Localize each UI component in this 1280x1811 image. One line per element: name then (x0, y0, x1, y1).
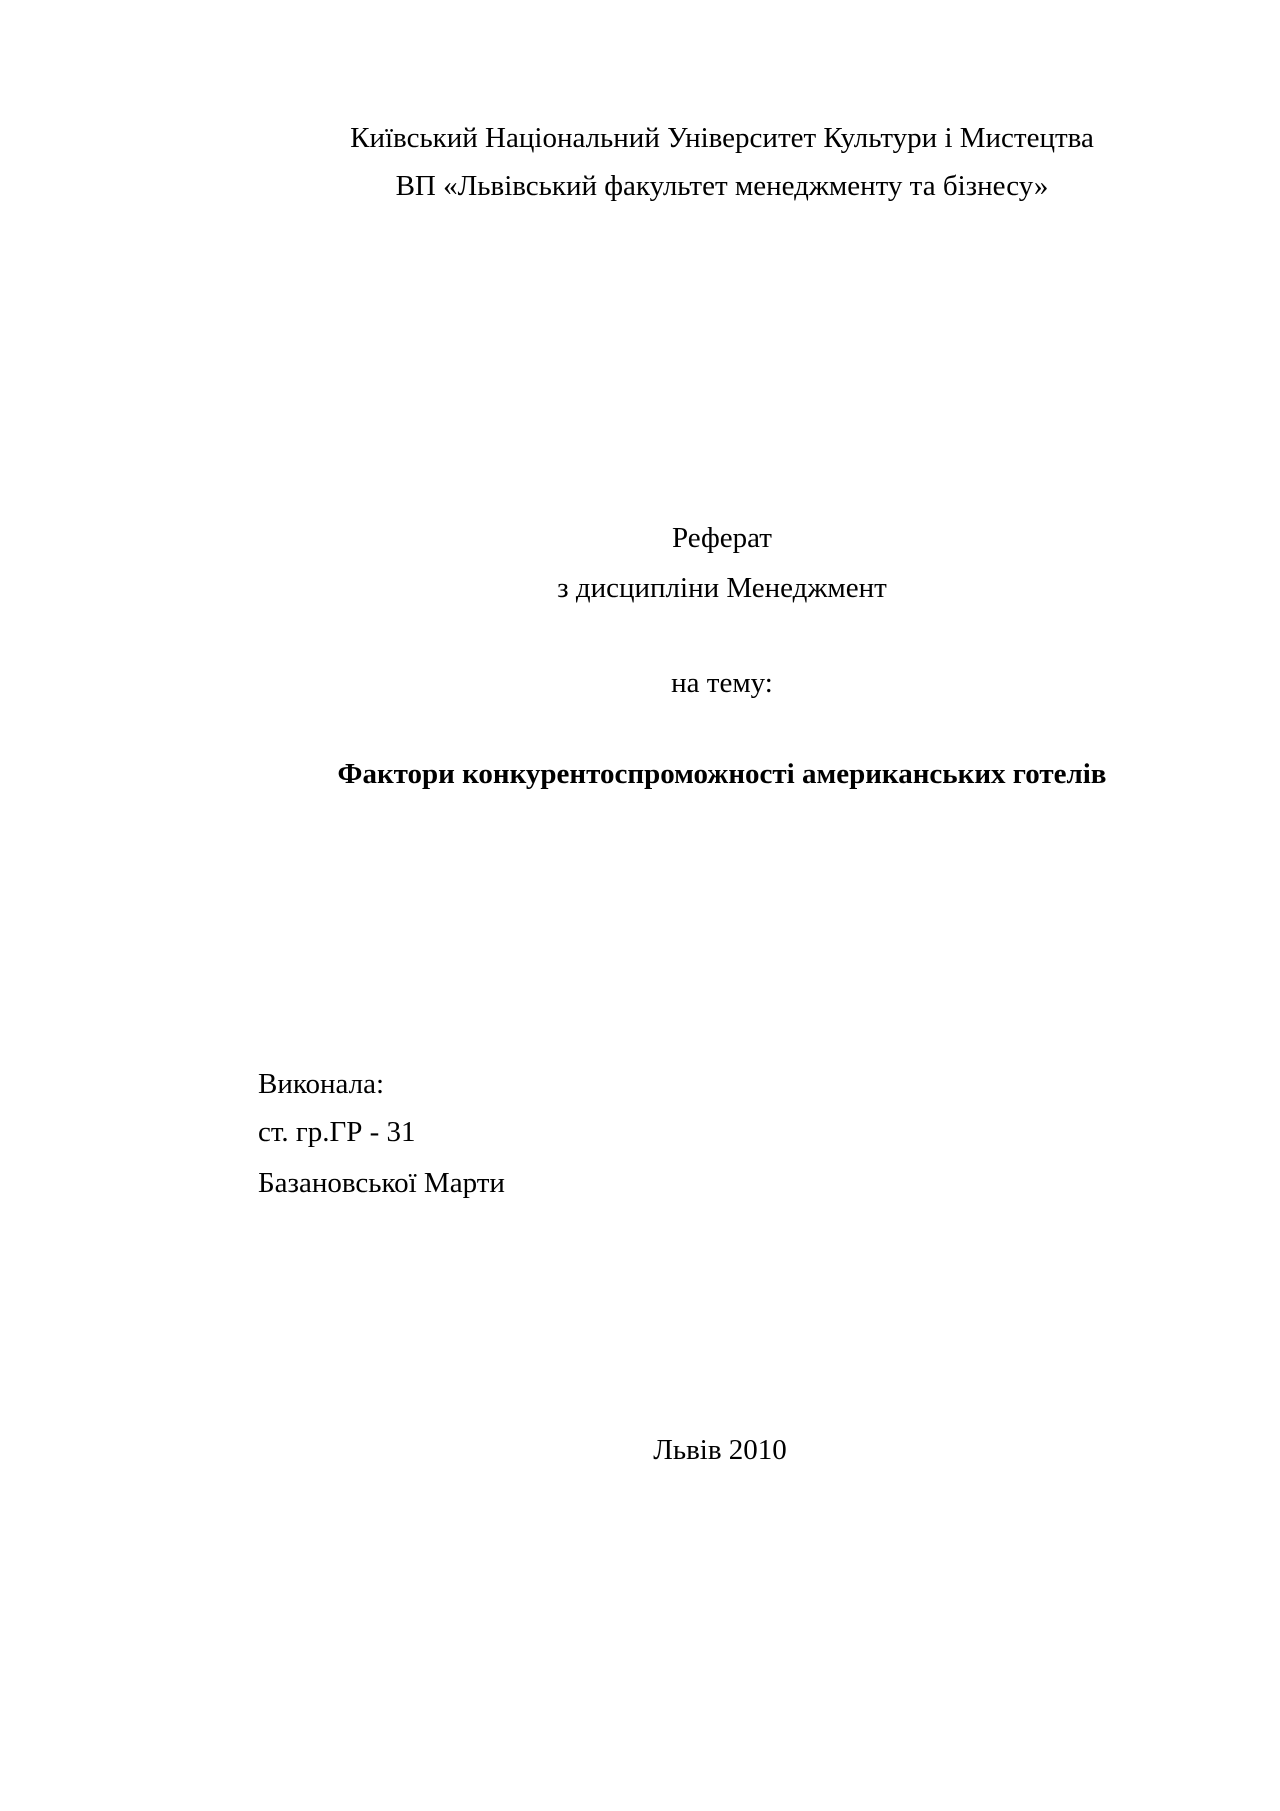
discipline: з дисципліни Менеджмент (557, 572, 887, 604)
student-name: Базановської Марти (258, 1167, 505, 1199)
city-year: Львів 2010 (653, 1434, 787, 1466)
document-type: Реферат (672, 522, 772, 554)
student-group: ст. гр.ГР - 31 (258, 1116, 416, 1148)
faculty-name: ВП «Львівський факультет менеджменту та бізнесу» (395, 170, 1049, 202)
performed-label: Виконала: (258, 1068, 385, 1100)
topic-title: Фактори конкурентоспроможності американських готелів (337, 758, 1107, 790)
topic-label: на тему: (671, 667, 773, 699)
university-name: Київський Національний Університет Культури і Мистецтва (350, 122, 1094, 154)
